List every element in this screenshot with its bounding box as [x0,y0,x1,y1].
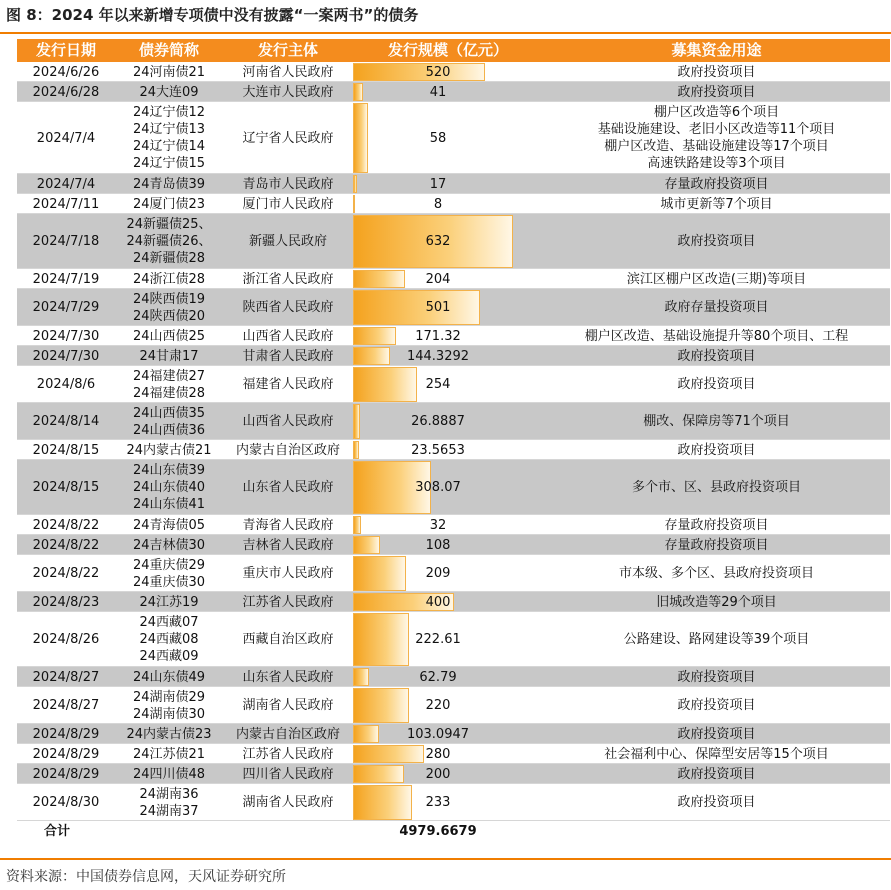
table-row [17,214,890,269]
cell-scale [353,194,543,214]
cell-fund-use [543,764,890,784]
top-rule [0,32,891,34]
cell-date: 2024/8/30 [32,795,100,810]
scale-value: 26.8887 [411,414,465,429]
cell-fund-use [543,784,890,821]
cell-issuer: 新疆人民政府 [248,234,327,249]
cell-fund-use [543,346,890,366]
cell-scale [353,346,543,366]
cell-date: 2024/6/28 [32,84,100,100]
fund-use: 存量政府投资项目 [664,517,769,533]
bond-name: 24吉林债30 [132,537,206,553]
scale-value: 8 [433,196,443,212]
fund-use: 棚户区改造、基础设施提升等80个项目、工程 [584,328,849,344]
cell-bond-names [115,269,223,289]
cell-bond-names [115,687,223,724]
bond-name: 24福建债27 [132,368,206,384]
scale-value: 280 [425,746,451,762]
table-body [17,62,890,841]
cell-date: 2024/7/30 [32,348,100,364]
fund-use: 政府投资项目 [677,64,756,80]
header-use: 募集资金用途 [671,41,762,59]
bond-name: 24山西债35 [132,405,206,421]
table-row [17,403,890,440]
cell-bond-names [115,612,223,667]
table-row [17,346,890,366]
fund-use: 旧城改造等29个项目 [656,594,777,610]
cell-issuer: 内蒙古自治区政府 [235,726,340,742]
scale-value: 222.61 [415,632,461,647]
cell-bond-names [115,289,223,326]
cell-fund-use [543,289,890,326]
table-row [17,82,890,102]
cell-bond-names [115,592,223,612]
table-row [17,326,890,346]
fund-use: 棚改、保障房等71个项目 [643,414,790,429]
scale-value: 103.0947 [406,726,470,742]
bond-name: 24辽宁债13 [132,122,206,137]
cell-date: 2024/8/6 [36,377,96,392]
scale-value: 501 [425,300,451,315]
scale-value: 220 [425,698,451,713]
bond-name: 24西藏08 [139,632,199,647]
cell-date: 2024/8/15 [32,480,100,495]
cell-fund-use [543,687,890,724]
cell-date: 2024/7/4 [36,176,96,192]
bond-name: 24重庆债30 [132,574,206,590]
scale-value: 41 [429,84,447,100]
cell-issuer: 青海省人民政府 [242,517,334,533]
cell-bond-names [115,724,223,744]
cell-issuer: 江苏省人民政府 [242,594,334,610]
cell-bond-names [115,366,223,403]
fund-use: 政府投资项目 [677,84,756,100]
cell-fund-use [543,535,890,555]
cell-bond-names [115,440,223,460]
table-row [17,764,890,784]
cell-scale [353,515,543,535]
cell-issuer: 福建省人民政府 [242,377,334,392]
cell-bond-names [115,62,223,82]
table-row [17,62,890,82]
cell-bond-names [115,667,223,687]
scale-value: 23.5653 [411,442,465,458]
cell-date: 2024/7/4 [36,130,96,146]
cell-fund-use [543,460,890,515]
fund-use: 政府投资项目 [677,234,756,249]
table-row [17,724,890,744]
header-name: 债券简称 [138,41,199,59]
cell-scale [353,214,543,269]
fund-use: 社会福利中心、保障型安居等15个项目 [604,746,829,762]
bond-name: 24山西债36 [132,422,206,438]
fund-use: 基础设施建设、老旧小区改造等11个项目 [597,122,836,137]
scale-value: 308.07 [415,480,461,495]
table-row [17,687,890,724]
cell-bond-names [115,764,223,784]
cell-bond-names [115,214,223,269]
fund-use: 市本级、多个区、县政府投资项目 [618,566,814,581]
bond-name: 24西藏07 [139,615,199,630]
bond-name: 24内蒙古债23 [126,726,212,742]
cell-scale [353,724,543,744]
fund-use: 政府投资项目 [677,377,756,392]
cell-fund-use [543,214,890,269]
cell-date: 2024/8/27 [32,698,100,713]
fund-use: 棚户区改造、基础设施建设等17个项目 [604,139,829,154]
cell-bond-names [115,194,223,214]
bond-name: 24湖南36 [139,786,199,802]
cell-fund-use [543,667,890,687]
table-row [17,667,890,687]
bond-name: 24河南债21 [132,64,206,80]
bond-name: 24辽宁债15 [132,156,206,171]
cell-scale [353,612,543,667]
cell-issuer: 大连市人民政府 [242,84,334,100]
table-row [17,592,890,612]
cell-scale [353,667,543,687]
cell-scale [353,366,543,403]
table-row [17,194,890,214]
scale-value: 204 [425,271,451,287]
cell-fund-use [543,326,890,346]
cell-date: 2024/8/29 [32,726,100,742]
cell-bond-names [115,744,223,764]
table-row-total [17,821,890,841]
fund-use: 高速铁路建设等3个项目 [647,156,786,171]
cell-fund-use [543,174,890,194]
cell-issuer: 四川省人民政府 [242,766,334,782]
cell-date: 2024/7/18 [32,234,100,249]
cell-date: 2024/8/29 [32,746,100,762]
fund-use: 滨江区棚户区改造(三期)等项目 [626,271,807,287]
cell-scale [353,687,543,724]
cell-issuer: 湖南省人民政府 [242,795,334,810]
bond-name: 24湖南债30 [132,706,206,722]
bond-name: 24新疆债28 [132,251,206,266]
bond-name: 24新疆债25、 [126,217,212,232]
cell-scale [353,403,543,440]
bond-name: 24辽宁债12 [132,105,206,120]
bond-name: 24陕西债19 [132,291,206,307]
bond-name: 24江苏债21 [132,746,206,762]
table-row [17,102,890,174]
cell-bond-names [115,82,223,102]
scale-value: 171.32 [415,328,461,344]
cell-fund-use [543,102,890,174]
cell-issuer: 山西省人民政府 [242,328,334,344]
cell-fund-use [543,555,890,592]
scale-value: 209 [425,566,451,581]
cell-bond-names [115,326,223,346]
table-row [17,269,890,289]
scale-value: 233 [425,795,451,810]
cell-issuer: 山西省人民政府 [242,414,334,429]
fund-use: 政府存量投资项目 [664,300,769,315]
cell-bond-names [115,784,223,821]
cell-scale [353,535,543,555]
scale-value: 144.3292 [406,348,470,364]
cell-issuer: 浙江省人民政府 [242,271,334,287]
source-note: 资料来源：中国债券信息网，天风证券研究所 [6,869,286,885]
table-row [17,555,890,592]
cell-fund-use [543,592,890,612]
cell-fund-use [543,194,890,214]
cell-scale [353,784,543,821]
scale-value: 400 [425,594,451,610]
bond-name: 24山东债40 [132,480,206,495]
bond-name: 24甘肃17 [139,348,199,364]
cell-date: 2024/7/30 [32,328,100,344]
bond-name: 24四川债48 [132,766,206,782]
scale-value: 17 [429,176,447,192]
total-label: 合计 [43,823,70,839]
cell-issuer: 厦门市人民政府 [242,196,334,212]
table-row [17,784,890,821]
fund-use: 政府投资项目 [677,669,756,685]
cell-scale [353,174,543,194]
bond-name: 24重庆债29 [132,557,206,573]
bond-name: 24湖南债29 [132,689,206,705]
header-date: 发行日期 [35,41,96,59]
cell-issuer: 河南省人民政府 [242,64,334,80]
table-row [17,535,890,555]
fund-use: 政府投资项目 [677,726,756,742]
table-header [17,39,890,62]
cell-issuer: 重庆市人民政府 [242,566,334,581]
table-row [17,289,890,326]
cell-date: 2024/7/11 [32,196,100,212]
cell-date: 2024/6/26 [32,64,100,80]
header-issuer: 发行主体 [257,41,318,59]
cell-bond-names [115,403,223,440]
cell-date: 2024/8/27 [32,669,100,685]
fund-use: 政府投资项目 [677,348,756,364]
cell-fund-use [543,269,890,289]
bond-name: 24江苏19 [139,594,199,610]
cell-issuer: 山东省人民政府 [242,480,334,495]
cell-scale [353,764,543,784]
cell-fund-use [543,612,890,667]
fund-use: 棚户区改造等6个项目 [653,105,780,120]
scale-value: 58 [429,130,447,146]
cell-fund-use [543,403,890,440]
header-scale: 发行规模（亿元） [387,41,508,59]
cell-scale [353,326,543,346]
cell-date: 2024/8/22 [32,566,100,581]
cell-fund-use [543,440,890,460]
cell-scale [353,460,543,515]
cell-issuer: 江苏省人民政府 [242,746,334,762]
cell-date: 2024/8/23 [32,594,100,610]
table-row [17,515,890,535]
cell-bond-names [115,346,223,366]
cell-fund-use [543,744,890,764]
cell-issuer: 内蒙古自治区政府 [235,442,340,458]
bond-name: 24浙江债28 [132,271,206,287]
cell-date: 2024/8/22 [32,537,100,553]
scale-value: 32 [429,517,447,533]
cell-bond-names [115,174,223,194]
table-row [17,440,890,460]
scale-value: 520 [425,64,451,80]
total-scale: 4979.6679 [399,823,477,839]
cell-issuer: 青岛市人民政府 [242,176,334,192]
cell-date: 2024/8/15 [32,442,100,458]
cell-scale [353,555,543,592]
cell-issuer: 西藏自治区政府 [242,632,334,647]
cell-fund-use [543,82,890,102]
fund-use: 存量政府投资项目 [664,537,769,553]
cell-date: 2024/8/29 [32,766,100,782]
bond-name: 24湖南37 [139,803,199,819]
cell-bond-names [115,555,223,592]
fund-use: 政府投资项目 [677,442,756,458]
bond-name: 24山东债49 [132,669,206,685]
fund-use: 政府投资项目 [677,766,756,782]
table-row [17,460,890,515]
cell-bond-names [115,535,223,555]
bond-name: 24陕西债20 [132,308,206,324]
cell-scale [353,744,543,764]
fund-use: 公路建设、路网建设等39个项目 [623,632,810,647]
figure-title: 图 8：2024 年以来新增专项债中没有披露“一案两书”的债务 [6,6,419,24]
cell-scale [353,102,543,174]
cell-issuer: 陕西省人民政府 [242,300,334,315]
cell-fund-use [543,515,890,535]
cell-scale [353,82,543,102]
cell-scale [353,269,543,289]
bond-name: 24西藏09 [139,649,199,664]
bond-name: 24山西债25 [132,328,206,344]
bond-name: 24厦门债23 [132,196,206,212]
cell-bond-names [115,515,223,535]
bond-name: 24福建债28 [132,385,206,401]
bond-table [17,39,890,841]
cell-scale [353,440,543,460]
bond-name: 24内蒙古债21 [126,442,212,458]
fund-use: 多个市、区、县政府投资项目 [631,480,801,495]
scale-value: 632 [425,234,451,249]
table-row [17,612,890,667]
scale-value: 254 [425,377,451,392]
cell-fund-use [543,724,890,744]
cell-issuer: 湖南省人民政府 [242,698,334,713]
bond-name: 24新疆债26、 [126,234,212,249]
scale-value: 200 [425,766,451,782]
fund-use: 政府投资项目 [677,698,756,713]
cell-date: 2024/8/26 [32,632,100,647]
cell-date: 2024/7/19 [32,271,100,287]
cell-fund-use [543,62,890,82]
scale-value: 108 [425,537,451,553]
cell-fund-use [543,366,890,403]
cell-issuer: 吉林省人民政府 [242,537,334,553]
fund-use: 城市更新等7个项目 [660,196,773,212]
bond-name: 24青海债05 [132,517,206,533]
bond-name: 24大连09 [139,84,199,100]
cell-date: 2024/7/29 [32,300,100,315]
bond-name: 24辽宁债14 [132,139,206,154]
bond-name: 24青岛债39 [132,176,206,192]
cell-issuer: 甘肃省人民政府 [242,348,334,364]
table-row [17,174,890,194]
bond-name: 24山东债41 [132,497,206,512]
cell-scale [353,289,543,326]
scale-value: 62.79 [419,669,457,685]
table-row [17,744,890,764]
fund-use: 存量政府投资项目 [664,176,769,192]
bond-name: 24山东债39 [132,463,206,478]
cell-scale [353,62,543,82]
cell-scale [353,592,543,612]
cell-issuer: 辽宁省人民政府 [242,130,334,146]
cell-bond-names [115,102,223,174]
table-row [17,366,890,403]
bottom-rule [0,858,891,860]
cell-issuer: 山东省人民政府 [242,669,334,685]
fund-use: 政府投资项目 [677,795,756,810]
cell-date: 2024/8/14 [32,414,100,429]
cell-date: 2024/8/22 [32,517,100,533]
cell-bond-names [115,460,223,515]
